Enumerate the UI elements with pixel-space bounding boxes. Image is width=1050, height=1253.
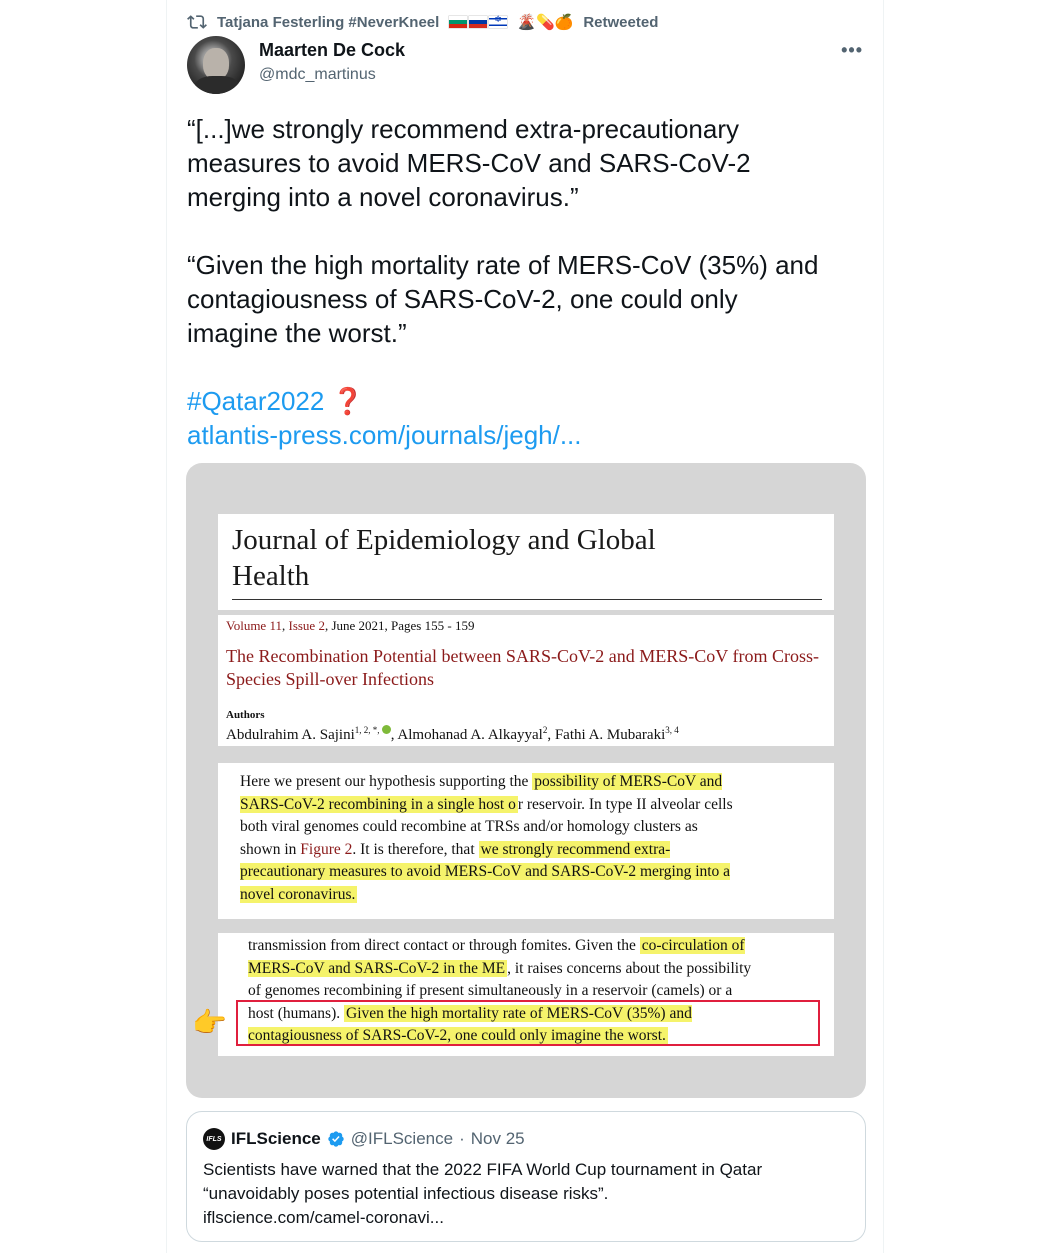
author-3-affiliation: 3, 4 — [665, 725, 679, 735]
external-link[interactable]: atlantis-press.com/journals/jegh/... — [187, 420, 582, 450]
quoted-author-name[interactable]: IFLScience — [231, 1129, 321, 1148]
excerpt-1-highlight-2: we strongly recommend extra- precautionary measures to avoid MERS-CoV and SARS-CoV-2 merging into a novel coronavirus. — [240, 840, 731, 903]
author-2: , Almohanad A. Alkayyal — [390, 727, 543, 743]
quoted-tweet[interactable] — [186, 1111, 866, 1242]
tweet-image[interactable] — [186, 463, 866, 1098]
tweet-paragraph-1: “[...]we strongly recommend extra-precautionary measures to avoid MERS-CoV and SARS-CoV-2 merging into a novel coronavirus.” — [187, 114, 751, 212]
author-1-affiliation: 1, 2, *, — [354, 725, 382, 735]
tweet-card[interactable] — [166, 0, 884, 1253]
excerpt-2-highlight-1: co-circulation of MERS-CoV and SARS-CoV-2 in the ME — [248, 937, 745, 977]
excerpt-1-text-a: Here we present our hypothesis supporting the — [240, 773, 533, 790]
excerpt-1 — [240, 771, 820, 907]
verified-badge-icon — [327, 1130, 345, 1148]
retweeter-emojis: 🌋💊🍊 — [517, 14, 574, 31]
retweet-context — [187, 10, 658, 34]
retweeter-name[interactable]: Tatjana Festerling #NeverKneel — [217, 13, 440, 31]
more-options-icon[interactable]: ••• — [841, 40, 863, 60]
red-highlight-box — [236, 1000, 820, 1046]
author-2-affiliation: 2 — [542, 725, 548, 735]
flag-emojis — [449, 16, 507, 28]
figure-reference: Figure 2 — [300, 840, 353, 858]
journal-title-line-2: Health — [232, 560, 310, 592]
excerpt-2-highlight-2: Given the high mortality rate of MERS-CoV (35%) and contagiousness of SARS-CoV-2, one could only imagine the worst. — [248, 1004, 692, 1045]
volume-line: Volume 11, Issue 2, June 2021, Pages 155 - 159 — [226, 618, 475, 633]
quoted-tweet-header — [203, 1128, 525, 1150]
article-title: The Recombination Potential between SARS-CoV-2 and MERS-CoV from Cross-Species Spill-over Infections — [226, 646, 819, 689]
journal-header-panel — [218, 514, 834, 610]
excerpt-2-text-a: transmission from direct contact or through fomites. Given the — [248, 937, 640, 954]
israel-flag-icon — [489, 16, 507, 28]
volume-number: Volume 11 — [226, 618, 282, 633]
bulgaria-flag-icon — [449, 16, 467, 28]
authors-line — [226, 725, 679, 744]
pointing-hand-icon: 👉 — [192, 1007, 227, 1038]
quoted-author-handle[interactable]: @IFLScience — [350, 1129, 454, 1148]
author-name[interactable]: Maarten De Cock — [259, 40, 406, 60]
retweet-icon — [187, 12, 207, 32]
excerpt-panel-1 — [218, 763, 834, 919]
date-pages: , June 2021, Pages 155 - 159 — [324, 618, 475, 633]
retweeted-label: Retweeted — [583, 13, 659, 31]
excerpt-2-text-b: , it raises concerns about the possibility of genomes recombining if present simultaneously in a reservoir (camels) or a host (humans). — [248, 959, 752, 1022]
quoted-date[interactable]: Nov 25 — [470, 1129, 525, 1148]
issue-number: Issue 2 — [288, 618, 325, 633]
excerpt-1-text-b: r reservoir. In type II alveolar cells both viral genomes could recombine at TRSs and/or homology clusters as shown in — [240, 795, 733, 858]
hashtag-link[interactable]: #Qatar2022 — [187, 386, 325, 416]
russia-flag-icon — [469, 16, 487, 28]
author-handle[interactable]: @mdc_martinus — [259, 66, 376, 83]
question-mark-icon: ❓ — [331, 386, 364, 416]
quoted-tweet-text: Scientists have warned that the 2022 FIFA World Cup tournament in Qatar “unavoidably poses potential infectious disease risks”. iflscience.com/camel-coronavi... — [203, 1160, 763, 1227]
header-divider — [232, 599, 822, 600]
separator-dot: · — [459, 1129, 465, 1148]
authors-label: Authors — [226, 709, 265, 721]
iflscience-logo-icon: IFLS — [203, 1128, 225, 1150]
excerpt-1-text-c: . It is therefore, that — [352, 840, 479, 858]
orcid-icon — [382, 725, 391, 734]
article-info-panel — [218, 615, 834, 746]
excerpt-1-highlight-1: possibility of MERS-CoV and SARS-CoV-2 recombining in a single host o — [240, 773, 723, 813]
tweet-paragraph-2: “Given the high mortality rate of MERS-CoV (35%) and contagiousness of SARS-CoV-2, one could only imagine the worst.” — [187, 250, 819, 348]
avatar[interactable] — [187, 36, 245, 94]
author-3: , Fathi A. Mubaraki — [547, 727, 666, 743]
journal-title-line-1: Journal of Epidemiology and Global — [232, 524, 656, 556]
tweet-text — [187, 112, 877, 452]
author-1: Abdulrahim A. Sajini — [226, 727, 355, 743]
journal-title — [232, 522, 656, 594]
